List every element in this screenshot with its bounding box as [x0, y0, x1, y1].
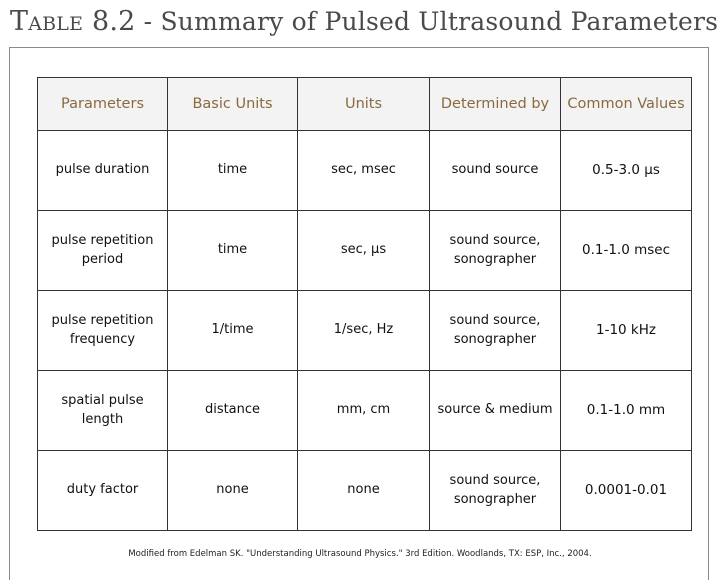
- determined-by-line: sound source,: [449, 232, 541, 248]
- table-row: [38, 371, 692, 451]
- determined-by-line: source & medium: [437, 402, 553, 418]
- cell-units: sec, msec: [298, 131, 430, 211]
- determined-by-line: sound source,: [449, 472, 541, 488]
- parameter-line: length: [81, 411, 124, 427]
- cell-determined-by: [430, 291, 561, 371]
- determined-by-line: sonographer: [453, 251, 537, 267]
- cell-determined-by: [430, 211, 561, 291]
- cell-parameter: [38, 291, 168, 371]
- header-parameters: Parameters: [38, 78, 168, 131]
- parameter-line: duty factor: [66, 482, 139, 498]
- parameter-line: pulse repetition: [51, 232, 154, 248]
- cell-basic-units: time: [168, 131, 298, 211]
- cell-parameter: [38, 211, 168, 291]
- parameter-line: frequency: [69, 331, 136, 347]
- cell-basic-units: none: [168, 451, 298, 531]
- cell-parameter: [38, 131, 168, 211]
- cell-basic-units: distance: [168, 371, 298, 451]
- header-basic-units: Basic Units: [168, 78, 298, 131]
- cell-common-values: 0.5-3.0 μs: [561, 131, 692, 211]
- cell-common-values: 0.0001-0.01: [561, 451, 692, 531]
- cell-basic-units: time: [168, 211, 298, 291]
- table-row: [38, 211, 692, 291]
- cell-basic-units: 1/time: [168, 291, 298, 371]
- cell-determined-by: [430, 131, 561, 211]
- cell-units: 1/sec, Hz: [298, 291, 430, 371]
- determined-by-line: sonographer: [453, 491, 537, 507]
- title-text: Summary of Pulsed Ultrasound Parameters: [160, 7, 719, 36]
- parameters-table: [37, 77, 692, 531]
- determined-by-line: sound source: [451, 162, 539, 178]
- cell-determined-by: [430, 371, 561, 451]
- determined-by-line: sonographer: [453, 331, 537, 347]
- cell-determined-by: [430, 451, 561, 531]
- source-footnote: Modified from Edelman SK. "Understanding Ultrasound Physics." 3rd Edition. Woodlands, TX: ESP, Inc., 2004.: [128, 549, 592, 559]
- table-row: [38, 131, 692, 211]
- cell-units: sec, μs: [298, 211, 430, 291]
- determined-by-line: sound source,: [449, 312, 541, 328]
- table-row: [38, 451, 692, 531]
- cell-parameter: [38, 451, 168, 531]
- cell-common-values: 0.1-1.0 mm: [561, 371, 692, 451]
- table-header-row: [38, 78, 692, 131]
- cell-common-values: 0.1-1.0 msec: [561, 211, 692, 291]
- cell-common-values: 1-10 kHz: [561, 291, 692, 371]
- cell-parameter: [38, 371, 168, 451]
- header-common-values: Common Values: [561, 78, 692, 131]
- cell-units: mm, cm: [298, 371, 430, 451]
- title-separator: -: [135, 7, 161, 36]
- cell-units: none: [298, 451, 430, 531]
- table-number: Table 8.2: [10, 6, 136, 37]
- header-determined-by: Determined by: [430, 78, 561, 131]
- parameter-line: period: [81, 251, 124, 267]
- parameter-line: pulse repetition: [51, 312, 154, 328]
- header-units: Units: [298, 78, 430, 131]
- parameter-line: spatial pulse: [61, 392, 144, 408]
- page-title: [10, 6, 718, 37]
- parameter-line: pulse duration: [55, 162, 150, 178]
- table-row: [38, 291, 692, 371]
